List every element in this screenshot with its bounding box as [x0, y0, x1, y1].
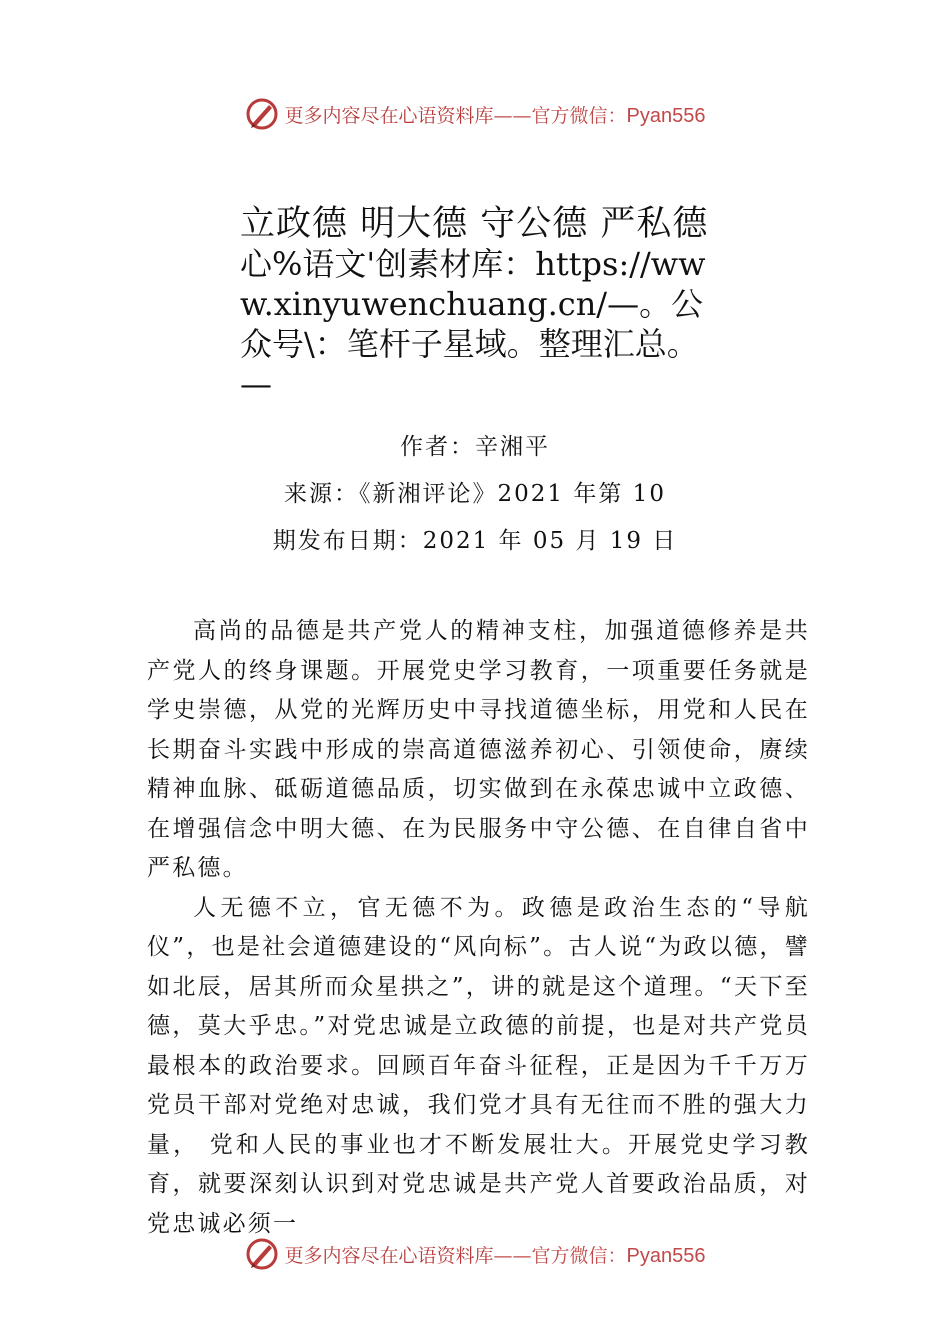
pen-circle-logo-icon — [245, 97, 279, 131]
title-main: 立政德 明大德 守公德 严私德 — [240, 204, 709, 244]
banner-text — [285, 1241, 706, 1268]
page-title — [240, 204, 718, 404]
date-line: 期发布日期：2021 年 05 月 19 日 — [272, 528, 678, 554]
banner-wechat-label: 官方微信： — [531, 1244, 627, 1267]
article-body — [147, 612, 810, 1244]
source-line: 来源：《新湘评论》2021 年第 10 — [284, 481, 666, 507]
banner-separator: —— — [493, 104, 532, 127]
banner-site-text: 更多内容尽在心语资料库 — [284, 1244, 494, 1267]
header-watermark-banner — [0, 94, 950, 134]
footer-watermark-banner — [0, 1234, 950, 1274]
banner-wechat-id: Pyan556 — [626, 1244, 706, 1267]
author-line: 作者：辛湘平 — [400, 434, 550, 460]
paragraph: 人无德不立，官无德不为。政德是政治生态的“导航仪”，也是社会道德建设的“风向标”。古人说“为政以德，譬如北辰，居其所而众星拱之”，讲的就是这个道理。“天下至德，莫大乎忠。”对党忠诚是立政德的前提，也是对共产党员最根本的政治要求。回顾百年奋斗征程，正是因为千千万万党员干部对党绝对忠诚，我们党才具有无往而不胜的强大力量， 党和人民的事业也才不断发展壮大。开展党史学习教育，就要深刻认识到对党忠诚是共产党人首要政治品质，对党忠诚必须一 — [147, 894, 810, 1237]
banner-site-text: 更多内容尽在心语资料库 — [284, 104, 494, 127]
banner-text — [285, 101, 706, 128]
paragraph: 高尚的品德是共产党人的精神支柱，加强道德修养是共产党人的终身课题。开展党史学习教育，一项重要任务就是学史崇德，从党的光辉历史中寻找道德坐标，用党和人民在长期奋斗实践中形成的崇高道德滋养初心、引领使命，赓续精神血脉、砥砺道德品质，切实做到在永葆忠诚中立政德、在增强信念中明大德、在为民服务中守公德、在自律自省中严私德。 — [147, 618, 810, 881]
title-source-note: 心%语文'创素材库：https://www.xinyuwenchuang.cn/—。公众号\：笔杆子星域。整理汇总。— — [240, 245, 706, 403]
banner-wechat-label: 官方微信： — [531, 104, 627, 127]
banner-wechat-id: Pyan556 — [626, 104, 706, 127]
pen-circle-logo-icon — [245, 1237, 279, 1271]
banner-separator: —— — [493, 1244, 532, 1267]
